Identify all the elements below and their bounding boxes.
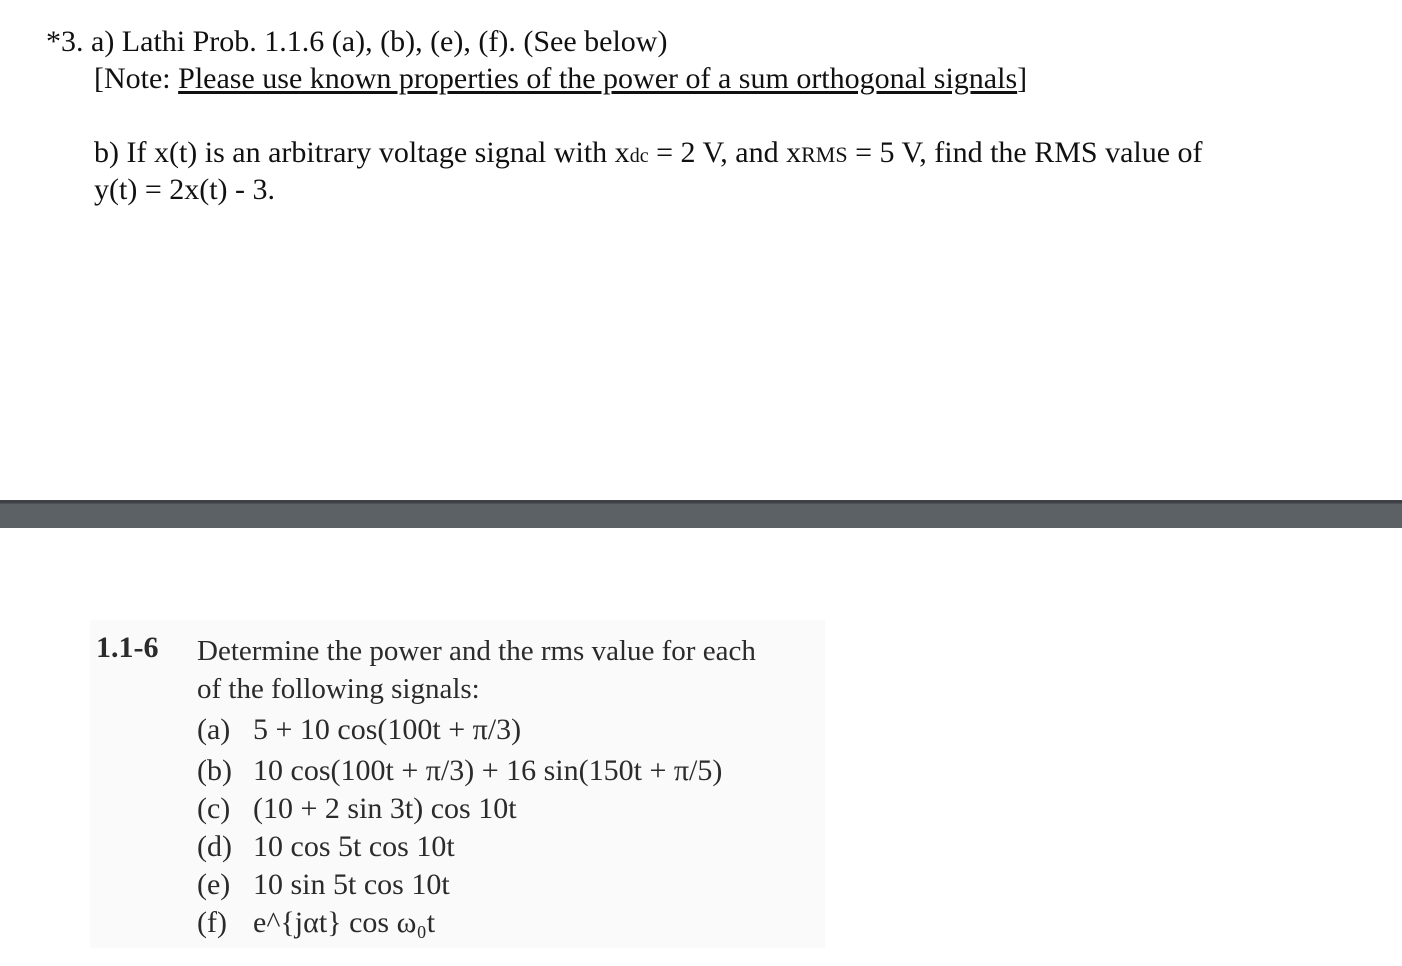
question-part-b-equation: y(t) = 2x(t) - 3. [94,173,276,206]
item-label: (b) [197,754,232,787]
problem-item-c [197,791,517,827]
divider-bar [0,500,1402,528]
item-expression: 10 sin 5t cos 10t [253,868,450,901]
dc-subscript: dc [629,145,649,167]
question-note [94,61,1027,97]
item-label: (c) [197,792,231,825]
question-part-a: *3. a) Lathi Prob. 1.1.6 (a), (b), (e), (f). (See below) [46,25,668,58]
part-b-text-3: = 5 V, find the RMS value of [847,136,1203,169]
item-label: (f) [197,906,227,939]
problem-description-line-2: of the following signals: [197,673,480,705]
item-expression: 10 cos(100t + π/3) + 16 sin(150t + π/5) [253,754,723,787]
problem-item-b [197,753,722,789]
rms-subscript: RMS [801,142,848,167]
part-b-text-2: = 2 V, and x [648,136,802,169]
item-expression: 10 cos 5t cos 10t [253,830,455,863]
note-open: [Note: [94,62,179,95]
item-label: (e) [197,868,231,901]
problem-item-e [197,867,450,903]
problem-item-f [197,905,435,941]
problem-item-d [197,829,455,865]
note-text: Please use known properties of the power of a sum orthogonal signals [178,62,1018,95]
item-label: (d) [197,830,232,863]
item-expression: 5 + 10 cos(100t + π/3) [253,713,522,746]
problem-description-line-1: Determine the power and the rms value for each [197,635,756,667]
item-expression: (10 + 2 sin 3t) cos 10t [253,792,517,825]
part-b-text-1: b) If x(t) is an arbitrary voltage signal with x [94,136,630,169]
item-expression: e^{jαt} cos ω₀t [253,906,436,939]
problem-number: 1.1-6 [96,631,159,664]
item-label: (a) [197,713,231,746]
question-part-b [94,135,1203,174]
note-close: ] [1017,62,1028,95]
problem-item-a [197,712,521,748]
